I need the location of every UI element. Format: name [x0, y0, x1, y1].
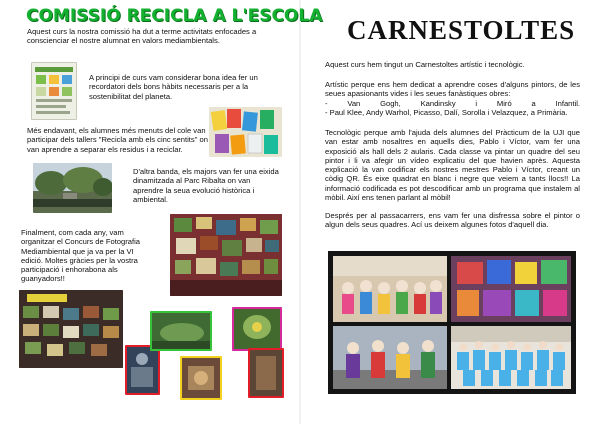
- intro-paragraph: Aquest curs la nostra comissió ha dut a terme activitats enfocades a conscienciar el nostre alumnat en valors mediambientals.: [27, 27, 257, 46]
- contest-photo-4: [232, 307, 282, 351]
- carnival-photo-4: [451, 326, 571, 389]
- photo-contest-board-image: [19, 290, 123, 368]
- workshops-paragraph: Més endavant, els alumnes més menuts del cole van participar dels tallers "Recicla amb els cinc sentits" on van aprendre a separar els residus i a reciclar.: [27, 126, 208, 154]
- good-habits-paragraph: A principi de curs vam considerar bona idea fer un recordatori dels bons hàbits necessaris per a la sostenibilitat del planeta.: [89, 73, 258, 101]
- photo-contest-exhibition-image: [170, 214, 282, 296]
- recycle-commission-title: COMISSIÓ RECICLA A L'ESCOLA: [26, 6, 323, 26]
- recycling-poster-image: [31, 62, 77, 120]
- parc-ribalta-paragraph: D'altra banda, els majors van fer una eixida dinamitzada al Parc Ribalta on van aprendre la seua evolució històrica i ambiental.: [133, 167, 279, 204]
- parade-paragraph: Després per al passacarrers, ens vam fer una disfressa sobre el pintor o algun dels seus quadres. Ací us deixem algunes fotos d'aquell dia.: [325, 211, 580, 230]
- carnival-intro-paragraph: Aquest curs hem tingut un Carnestoltes artístic i tecnològic.: [325, 60, 525, 69]
- artistic-paragraph: Artístic perque ens hem dedicat a aprendre coses d'alguns pintors, de les seues apasionants vides i les seues fanàstiques obres:: [325, 80, 580, 99]
- contest-photo-2: [150, 311, 212, 351]
- contest-photo-1: [125, 345, 160, 395]
- contest-photo-5: [248, 348, 284, 398]
- artistic-list-infantil: - Van Gogh, Kandinsky i Miró a Infantil.: [325, 98, 580, 108]
- contest-photo-3: [180, 356, 222, 400]
- technological-paragraph: Tecnològic perque amb l'ajuda dels alumnes del Pràcticum de la UJI que van estar amb nosaltres en aquells dies, Pablo i Víctor, vam fer una exposició als hall dels 2 aularis. Cada classe va pintar un quadre del seu pintor i li va afegir un vídeo explicatiu del que havien après. Aquesta explicació la van codificar els nostres mestres Pablo i Víctor, creant un còdig QR. És eixe quadrat en blanc i negre que veiem a tants llocs!! La informació codificada es pot descodificar amb un programa que instalem al mòbil. Així ens tenen parlant al mòbil!: [325, 128, 580, 203]
- photo-contest-paragraph: Finalment, com cada any, vam organitzar el Concurs de Fotografia Mediambiental que ja va per la VI edició. Moltes gràcies per la vostra participació i enhorabona als guanyadors!!: [21, 228, 141, 284]
- carnival-photo-2: [451, 256, 571, 322]
- parc-ribalta-photo: [33, 163, 112, 213]
- recycling-game-cards-image: [209, 107, 282, 157]
- carnival-photo-3: [333, 326, 447, 389]
- artistic-list-primaria: - Paul Klee, Andy Warhol, Picasso, Dalí, Sorolla i Velazquez, a Primària.: [325, 107, 568, 117]
- carnestoltes-title: CARNESTOLTES: [347, 15, 576, 45]
- carnival-photo-collage: [328, 251, 576, 394]
- carnival-photo-1: [333, 256, 447, 322]
- artistic-section: [325, 80, 580, 117]
